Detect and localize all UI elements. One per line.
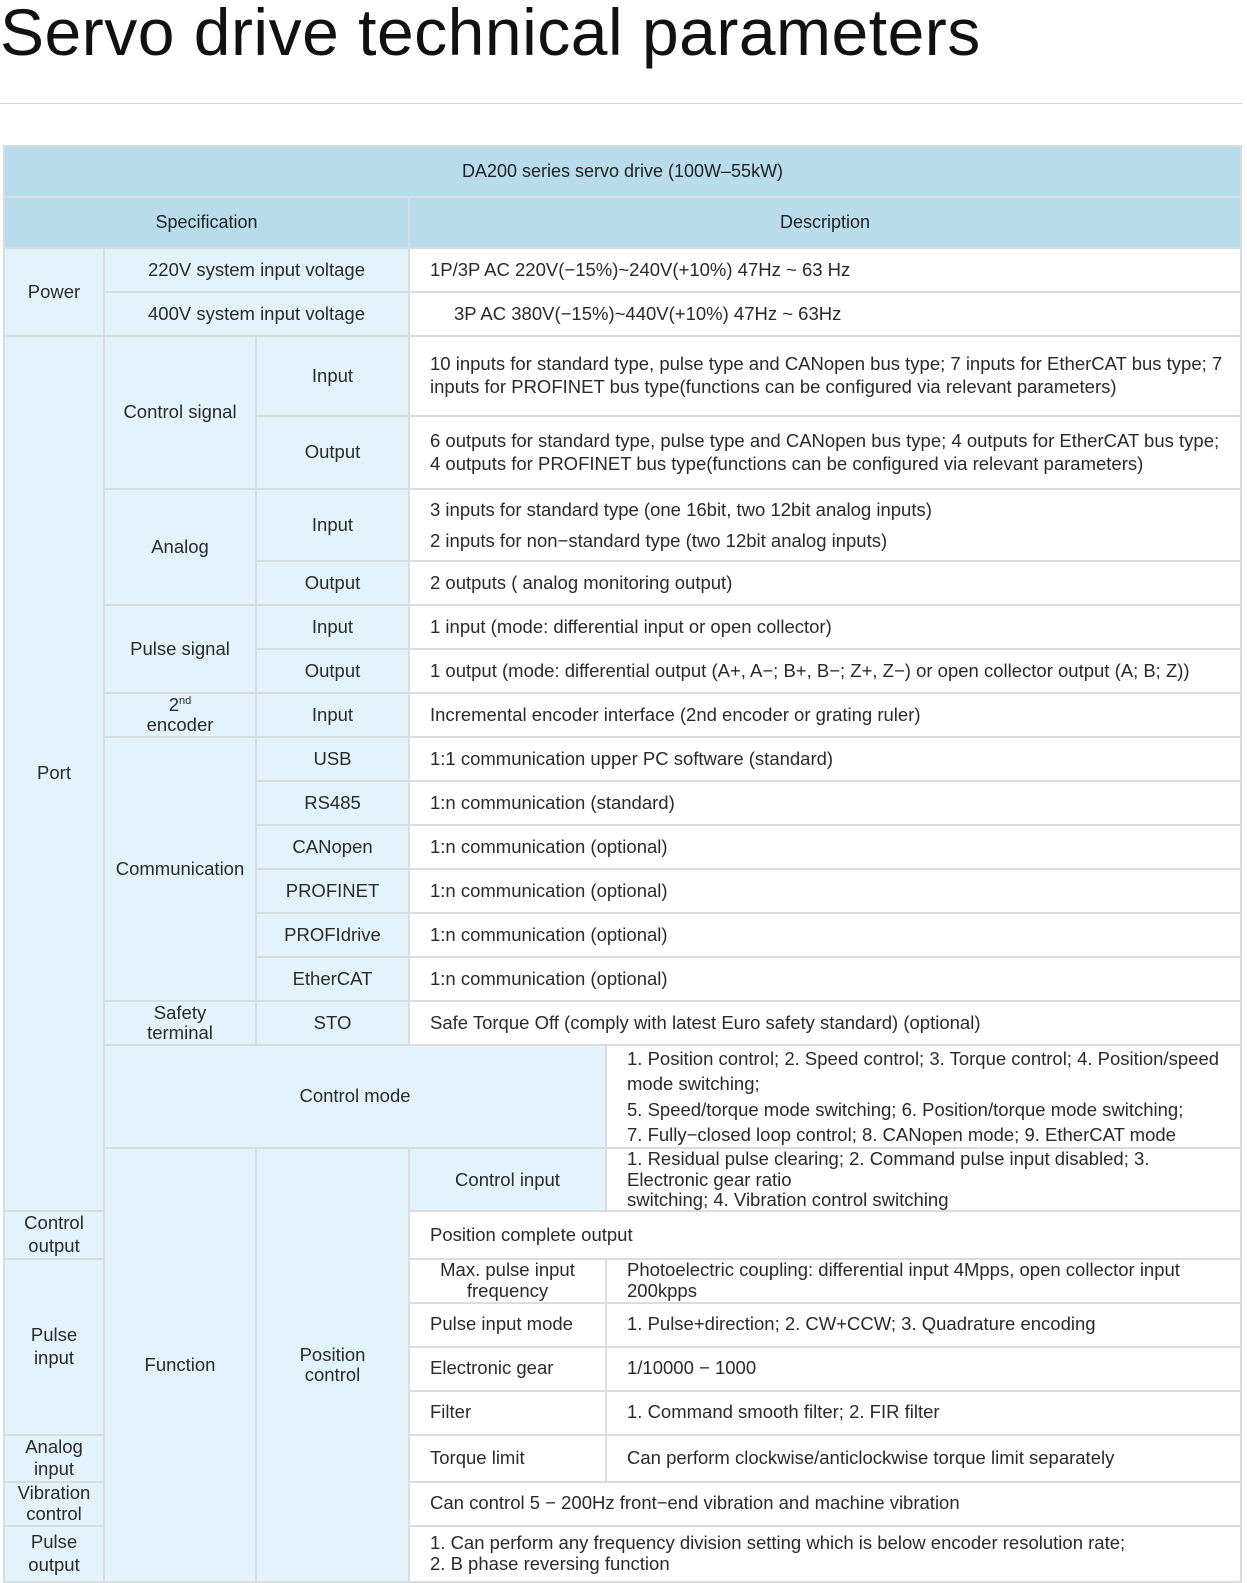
group-label-port: Port (4, 336, 104, 1211)
spec-value-line: 5. Speed/torque mode switching; 6. Position/torque mode switching; (627, 1098, 1184, 1120)
spec-value (606, 1148, 1241, 1211)
column-header-specification: Specification (4, 197, 409, 248)
spec-value: Can perform clockwise/anticlockwise torque limit separately (606, 1435, 1241, 1482)
spec-value: 1. Pulse+direction; 2. CW+CCW; 3. Quadrature encoding (606, 1303, 1241, 1347)
spec-name: RS485 (256, 781, 409, 825)
sub-spec-name: Electronic gear (409, 1347, 606, 1391)
sub-spec-name: Torque limit (409, 1435, 606, 1482)
spec-value: 1:n communication (optional) (409, 957, 1241, 1001)
spec-value: Incremental encoder interface (2nd encoder or grating ruler) (409, 693, 1241, 737)
spec-value-line: 1. Residual pulse clearing; 2. Command pulse input disabled; 3. Electronic gear ratio (627, 1148, 1150, 1190)
table-caption: DA200 series servo drive (100W–55kW) (4, 146, 1241, 197)
spec-name: Control input (409, 1148, 606, 1211)
spec-value-line: 3 inputs for standard type (one 16bit, two 12bit analog inputs) (430, 498, 932, 520)
subgroup-label-analog: Analog (104, 489, 256, 605)
spec-name: PROFIdrive (256, 913, 409, 957)
subgroup-label-position-control (256, 1148, 409, 1581)
spec-value: 1 input (mode: differential input or open collector) (409, 605, 1241, 649)
spec-name: Output (256, 649, 409, 693)
position-control-label-line: Position (299, 1343, 366, 1365)
group-label-function: Function (104, 1148, 256, 1581)
spec-value: Can control 5 − 200Hz front−end vibration and machine vibration (409, 1482, 1241, 1526)
spec-value: 2 outputs ( analog monitoring output) (409, 561, 1241, 605)
spec-value: 1:n communication (optional) (409, 825, 1241, 869)
spec-value: 3P AC 380V(−15%)~440V(+10%) 47Hz ~ 63Hz (409, 292, 1241, 336)
spec-name: 220V system input voltage (104, 248, 409, 292)
spec-name: STO (256, 1001, 409, 1045)
spec-value: 1:n communication (optional) (409, 913, 1241, 957)
spec-value: 1/10000 − 1000 (606, 1347, 1241, 1391)
spec-value: Safe Torque Off (comply with latest Euro safety standard) (optional) (409, 1001, 1241, 1045)
spec-value: 1:n communication (optional) (409, 869, 1241, 913)
spec-name: Analog input (4, 1435, 104, 1482)
spec-name-line: Vibration (17, 1482, 91, 1504)
position-control-label-line: control (304, 1364, 361, 1386)
spec-name: Control output (4, 1211, 104, 1258)
spec-value-line: switching; 4. Vibration control switching (627, 1189, 949, 1211)
spec-value: 1P/3P AC 220V(−15%)~240V(+10%) 47Hz ~ 63 Hz (409, 248, 1241, 292)
spec-value: Position complete output (409, 1211, 1241, 1258)
title-divider (0, 103, 1242, 104)
subgroup-label-communication: Communication (104, 737, 256, 1001)
spec-name (4, 1482, 104, 1526)
subgroup-label-2nd-encoder (104, 693, 256, 737)
safety-label-line: Safety (153, 1001, 207, 1023)
spec-value: 6 outputs for standard type, pulse type and CANopen bus type; 4 outputs for EtherCAT bus type; 4 outputs for PROFINET bus type(functions can be configured via relevant parameters) (409, 416, 1241, 489)
group-label-control-mode: Control mode (104, 1045, 606, 1148)
spec-name: Input (256, 336, 409, 416)
encoder-label-word: encoder (146, 714, 214, 736)
spec-value-line: 200kpps (627, 1279, 697, 1301)
sub-spec-name (409, 1259, 606, 1303)
spec-name: Input (256, 489, 409, 561)
spec-value-line: Photoelectric coupling: differential input 4Mpps, open collector input (627, 1259, 1180, 1281)
spec-name: Output (256, 416, 409, 489)
spec-value: 1:1 communication upper PC software (standard) (409, 737, 1241, 781)
spec-value (606, 1045, 1241, 1148)
spec-value-line: 2. B phase reversing function (430, 1552, 670, 1574)
spec-name: Pulse output (4, 1526, 104, 1582)
safety-label-line: terminal (147, 1022, 213, 1043)
encoder-label-suffix: nd (179, 694, 192, 707)
group-label-power: Power (4, 248, 104, 336)
spec-value: 1. Command smooth filter; 2. FIR filter (606, 1391, 1241, 1435)
spec-name: CANopen (256, 825, 409, 869)
spec-name: PROFINET (256, 869, 409, 913)
spec-value: 10 inputs for standard type, pulse type and CANopen bus type; 7 inputs for EtherCAT bus type; 7 inputs for PROFINET bus type(functions can be configured via relevant parameters) (409, 336, 1241, 416)
spec-table (3, 145, 1242, 1583)
spec-value-line: 1. Position control; 2. Speed control; 3. Torque control; 4. Position/speed mode switching; (627, 1048, 1220, 1095)
spec-value: 1 output (mode: differential output (A+, A−; B+, B−; Z+, Z−) or open collector output (A; B; Z)) (409, 649, 1241, 693)
spec-name: Input (256, 693, 409, 737)
spec-value (409, 489, 1241, 561)
subgroup-label-control-signal: Control signal (104, 336, 256, 489)
spec-name-line: control (26, 1502, 82, 1524)
spec-name: EtherCAT (256, 957, 409, 1001)
spec-value-line: 2 inputs for non−standard type (two 12bit analog inputs) (430, 530, 888, 551)
sub-spec-name: Filter (409, 1391, 606, 1435)
subgroup-label-safety-terminal (104, 1001, 256, 1045)
page-title: Servo drive technical parameters (0, 0, 981, 69)
spec-value-line: 1. Can perform any frequency division setting which is below encoder resolution rate; (430, 1532, 1126, 1554)
spec-name: Pulse input (4, 1259, 104, 1435)
spec-name: Input (256, 605, 409, 649)
spec-value (409, 1526, 1241, 1582)
subgroup-label-pulse-signal: Pulse signal (104, 605, 256, 693)
spec-value (606, 1259, 1241, 1303)
sub-spec-name: Pulse input mode (409, 1303, 606, 1347)
encoder-label-number: 2 (168, 693, 180, 715)
spec-value: 1:n communication (standard) (409, 781, 1241, 825)
spec-name: 400V system input voltage (104, 292, 409, 336)
spec-name: USB (256, 737, 409, 781)
column-header-description: Description (409, 197, 1241, 248)
spec-value-line: 7. Fully−closed loop control; 8. CANopen mode; 9. EtherCAT mode (627, 1124, 1176, 1146)
sub-spec-name-line: frequency (466, 1279, 549, 1301)
sub-spec-name-line: Max. pulse input (440, 1259, 575, 1281)
spec-name: Output (256, 561, 409, 605)
